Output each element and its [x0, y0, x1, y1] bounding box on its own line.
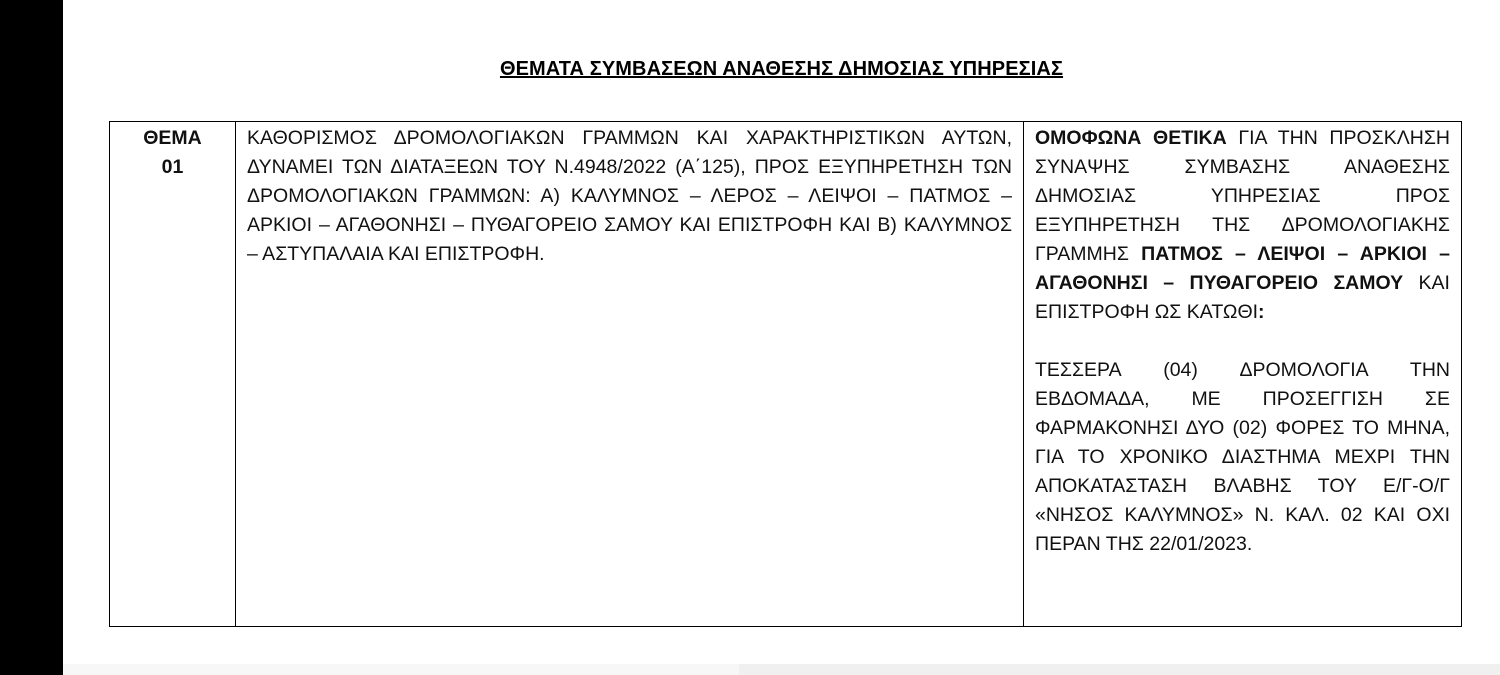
- left-black-bar: [0, 0, 63, 675]
- decision-text-2: ΚΑΙ ΕΠΙΣΤΡΟΦΗ ΩΣ ΚΑΤΩΘΙ: [1035, 272, 1450, 323]
- decision-colon: :: [1258, 301, 1265, 323]
- document-title: ΘΕΜΑΤΑ ΣΥΜΒΑΣΕΩΝ ΑΝΑΘΕΣΗΣ ΔΗΜΟΣΙΑΣ ΥΠΗΡΕΣΙΑΣ: [499, 58, 1064, 80]
- item-number: 01: [161, 156, 184, 178]
- decision-text-1: ΓΙΑ ΤΗΝ ΠΡΟΣΚΛΗΣΗ ΣΥΝΑΨΗΣ ΣΥΜΒΑΣΗΣ ΑΝΑΘΕΣΗΣ ΔΗΜΟΣΙΑΣ ΥΠΗΡΕΣΙΑΣ ΠΡΟΣ ΕΞΥΠΗΡΕΤΗΣΗ ΤΗΣ ΔΡΟΜΟΛΟΓΙΑΚΗΣ ΓΡΑΜΜΗΣ: [1035, 127, 1450, 265]
- agenda-table: [109, 121, 1462, 627]
- item-subject-cell: [236, 122, 1024, 627]
- decision-route: ΠΑΤΜΟΣ – ΛΕΙΨΟΙ – ΑΡΚΙΟΙ – ΑΓΑΘΟΝΗΣΙ – ΠΥΘΑΓΟΡΕΙΟ ΣΑΜΟΥ: [1035, 243, 1450, 294]
- item-decision-cell: [1024, 122, 1462, 627]
- item-number-cell: [110, 122, 236, 627]
- decision-verdict: ΟΜΟΦΩΝΑ ΘΕΤΙΚΑ: [1035, 127, 1227, 149]
- table-row: [110, 122, 1462, 627]
- decision-details: ΤΕΣΣΕΡΑ (04) ΔΡΟΜΟΛΟΓΙΑ ΤΗΝ ΕΒΔΟΜΑΔΑ, ΜΕ ΠΡΟΣΕΓΓΙΣΗ ΣΕ ΦΑΡΜΑΚΟΝΗΣΙ ΔΥΟ (02) ΦΟΡΕΣ ΤΟ ΜΗΝΑ, ΓΙΑ ΤΟ ΧΡΟΝΙΚΟ ΔΙΑΣΤΗΜΑ ΜΕΧΡΙ ΤΗΝ ΑΠΟΚΑΤΑΣΤΑΣΗ ΒΛΑΒΗΣ ΤΟΥ Ε/Γ-Ο/Γ «ΝΗΣΟΣ ΚΑΛΥΜΝΟΣ» Ν. ΚΑΛ. 02 ΚΑΙ ΟΧΙ ΠΕΡΑΝ ΤΗΣ 22/01/2023.: [1035, 359, 1450, 555]
- item-subject: ΚΑΘΟΡΙΣΜΟΣ ΔΡΟΜΟΛΟΓΙΑΚΩΝ ΓΡΑΜΜΩΝ ΚΑΙ ΧΑΡΑΚΤΗΡΙΣΤΙΚΩΝ ΑΥΤΩΝ, ΔΥΝΑΜΕΙ ΤΩΝ ΔΙΑΤΑΞΕΩΝ ΤΟΥ Ν.4948/2022 (Α΄125), ΠΡΟΣ ΕΞΥΠΗΡΕΤΗΣΗ ΤΩΝ ΔΡΟΜΟΛΟΓΙΑΚΩΝ ΓΡΑΜΜΩΝ: Α) ΚΑΛΥΜΝΟΣ – ΛΕΡΟΣ – ΛΕΙΨΟΙ – ΠΑΤΜΟΣ – ΑΡΚΙΟΙ – ΑΓΑΘΟΝΗΣΙ – ΠΥΘΑΓΟΡΕΙΟ ΣΑΜΟΥ ΚΑΙ ΕΠΙΣΤΡΟΦΗ ΚΑΙ Β) ΚΑΛΥΜΝΟΣ – ΑΣΤΥΠΑΛΑΙΑ ΚΑΙ ΕΠΙΣΤΡΟΦΗ.: [247, 127, 1012, 265]
- decision-paragraph: [1035, 124, 1450, 327]
- item-label: ΘΕΜΑ: [143, 127, 202, 149]
- bottom-strip: [63, 664, 739, 675]
- document-page: [63, 0, 1500, 664]
- paragraph-gap: [1035, 327, 1450, 356]
